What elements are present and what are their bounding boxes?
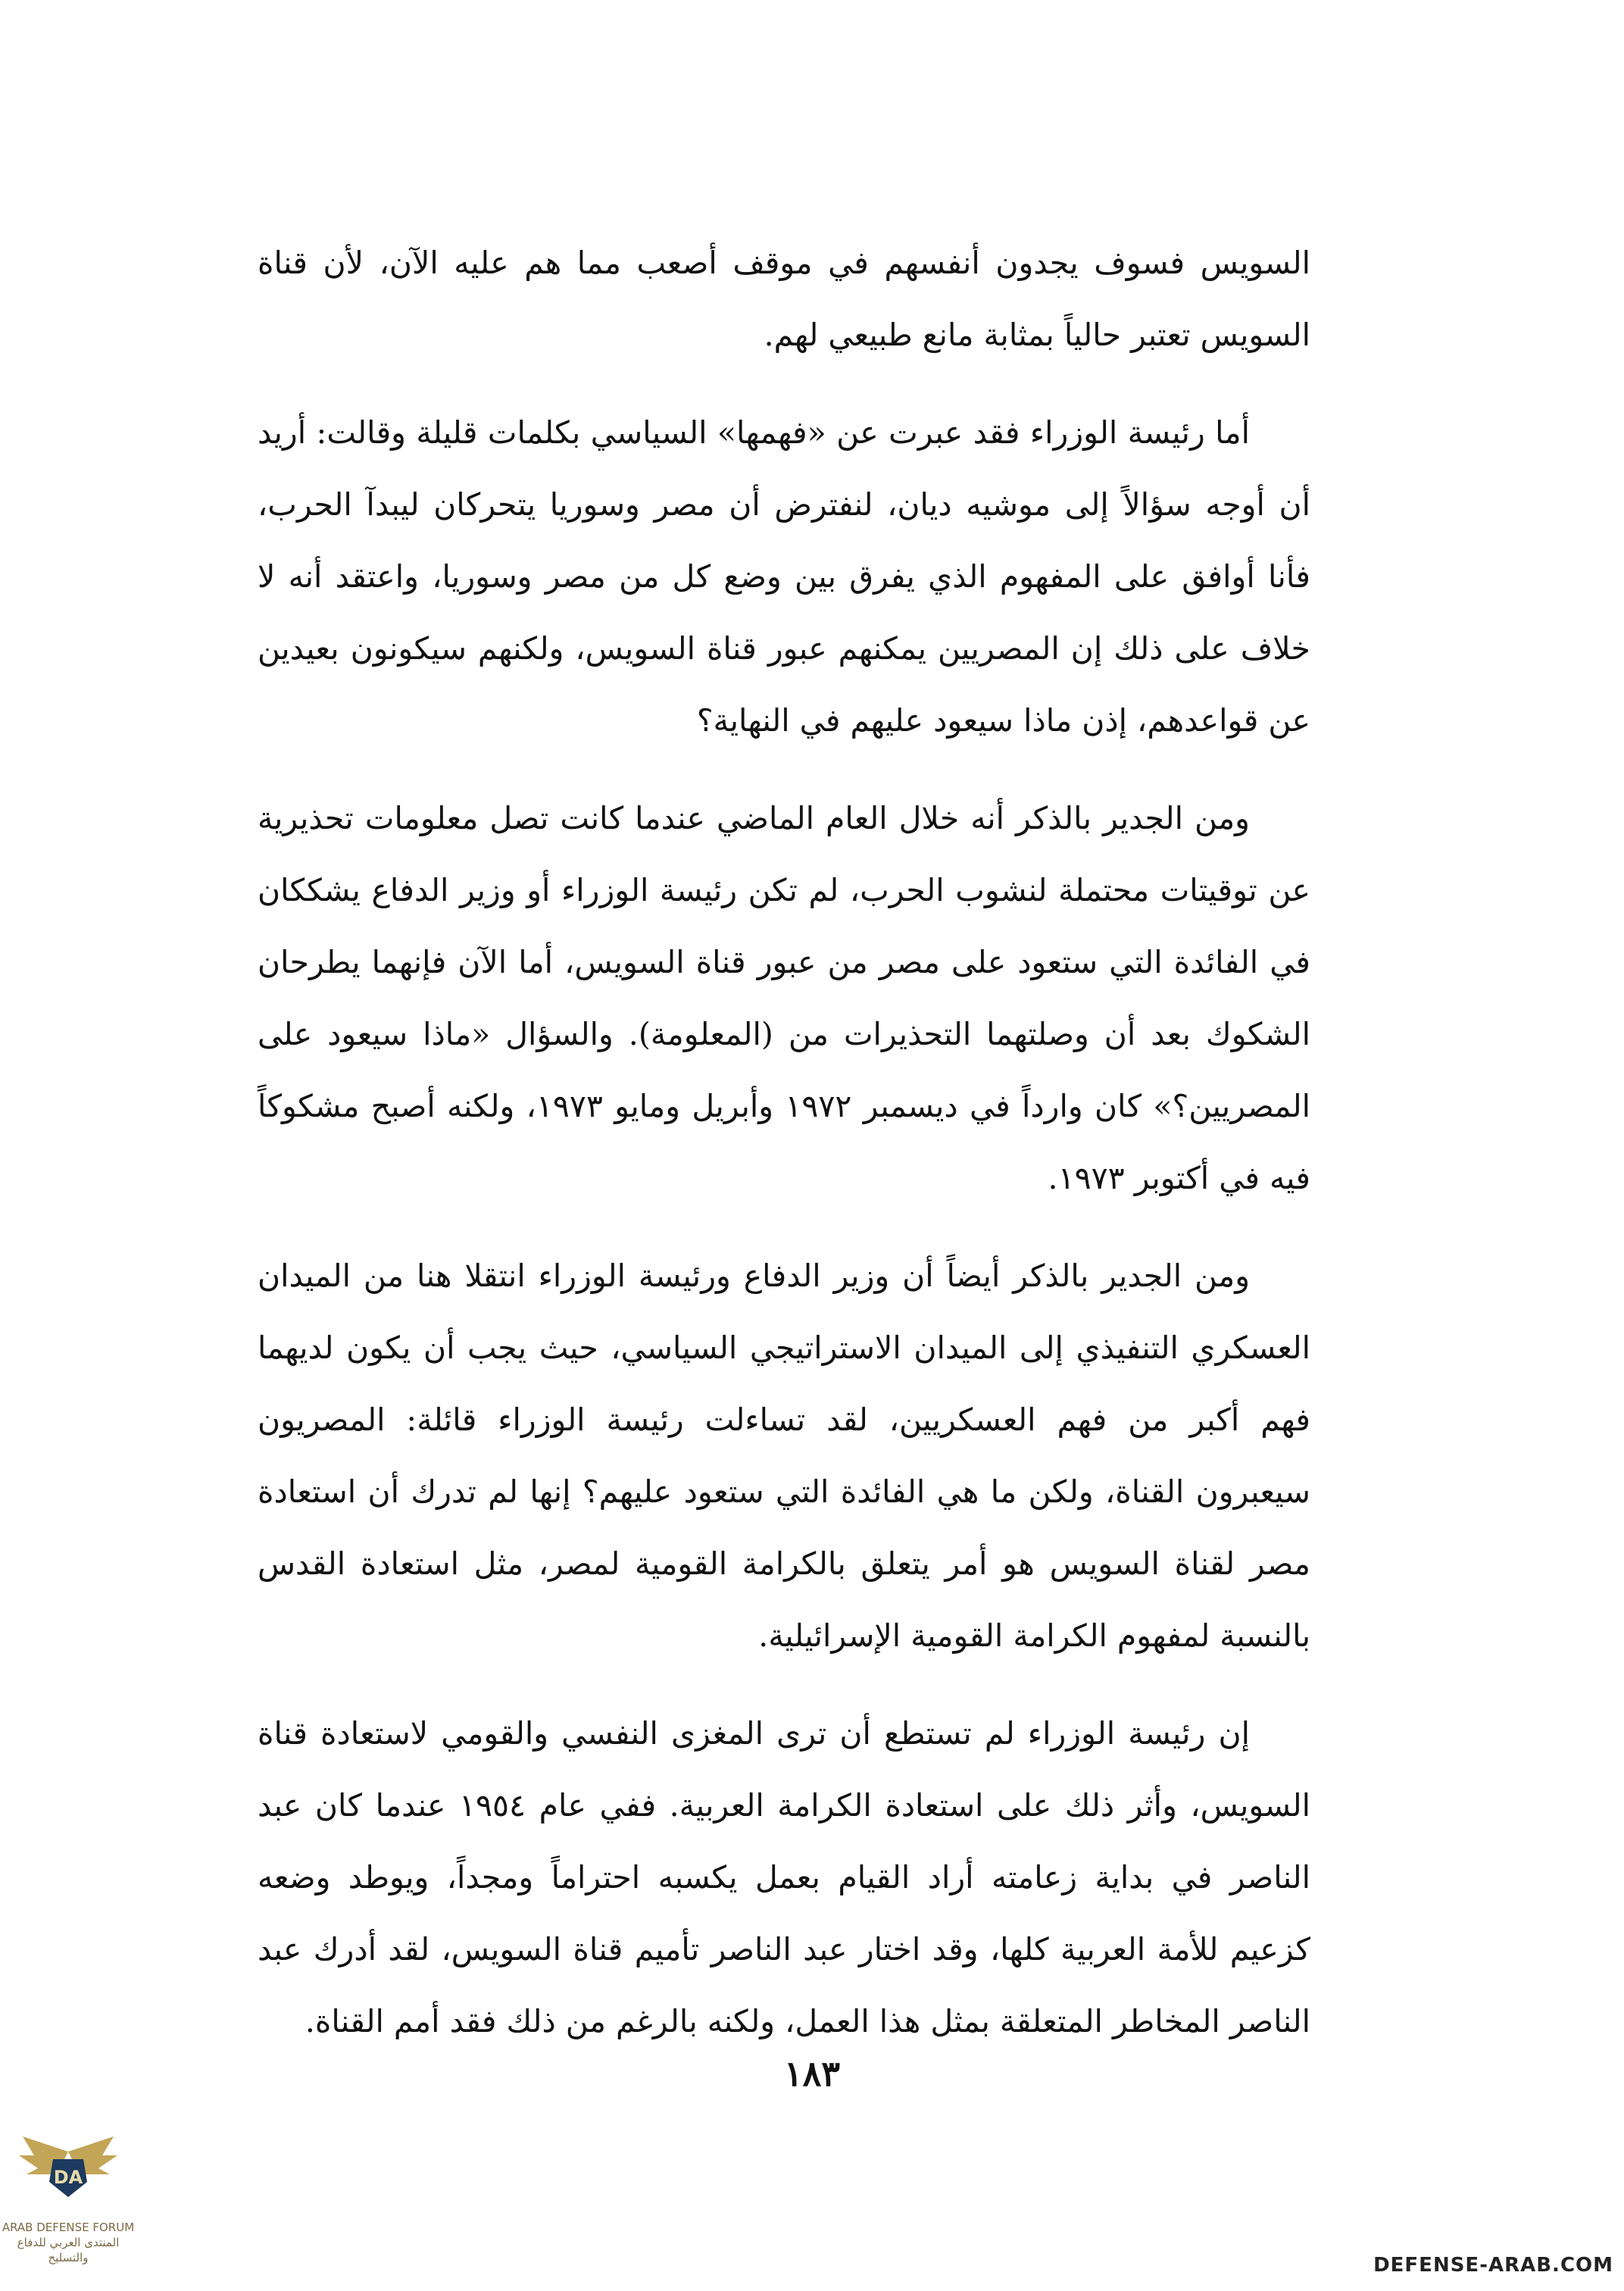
paragraph-1: السويس فسوف يجدون أنفسهم في موقف أصعب مما هم عليه الآن، لأن قناة السويس تعتبر حالياً بمثابة مانع طبيعي لهم. bbox=[258, 245, 1310, 353]
page-number: ١٨٣ bbox=[783, 2053, 841, 2094]
paragraph-2: أما رئيسة الوزراء فقد عبرت عن «فهمها» السياسي بكلمات قليلة وقالت: أريد أن أوجه سؤالاً إلى موشيه ديان، لنفترض أن مصر وسوريا يتحركان ليبدآ الحرب، فأنا أوافق على المفهوم الذي يفرق بين وضع كل من مصر وسوريا، واعتقد أنه لا خلاف على ذلك إن المصريين يمكنهم عبور قناة السويس، ولكنهم سيكونون بعيدين عن قواعدهم، إذن ماذا سيعود عليهم في النهاية؟ bbox=[258, 414, 1310, 739]
paragraph-4: ومن الجدير بالذكر أيضاً أن وزير الدفاع ورئيسة الوزراء انتقلا هنا من الميدان العسكري التنفيذي إلى الميدان الاستراتيجي السياسي، حيث يجب أن يكون لديهما فهم أكبر من فهم العسكريين، لقد تساءلت رئيسة الوزراء قائلة: المصريون سيعبرون القناة، ولكن ما هي الفائدة التي ستعود عليهم؟ إنها لم تدرك أن استعادة مصر لقناة السويس هو أمر يتعلق بالكرامة القومية لمصر، مثل استعادة القدس بالنسبة لمفهوم الكرامة القومية الإسرائيلية. bbox=[258, 1258, 1310, 1654]
logo-text: DA bbox=[53, 2167, 83, 2188]
site-url[interactable]: DEFENSE-ARAB.COM bbox=[1373, 2254, 1613, 2277]
paragraph-3: ومن الجدير بالذكر أنه خلال العام الماضي عندما كانت تصل معلومات تحذيرية عن توقيتات محتملة لنشوب الحرب، لم تكن رئيسة الوزراء أو وزير الدفاع يشككان في الفائدة التي ستعود على مصر من عبور قناة السويس، أما الآن فإنهما يطرحان الشكوك بعد أن وصلتهما التحذيرات من (المعلومة). والسؤال «ماذا سيعود على المصريين؟» كان وارداً في ديسمبر ١٩٧٢ وأبريل ومايو ١٩٧٣، ولكنه أصبح مشكوكاً فيه في أكتوبر ١٩٧٣. bbox=[258, 800, 1310, 1196]
logo-caption-ar: المنتدى العربي للدفاع والتسليح bbox=[17, 2236, 120, 2264]
paragraph-5: إن رئيسة الوزراء لم تستطع أن ترى المغزى النفسي والقومي لاستعادة قناة السويس، وأثر ذلك على استعادة الكرامة العربية. ففي عام ١٩٥٤ عندما كان عبد الناصر في بداية زعامته أراد القيام بعمل يكسبه احتراماً ومجداً، ويوطد وضعه كزعيم للأمة العربية كلها، وقد اختار عبد الناصر تأميم قناة السويس، لقد أدرك عبد الناصر المخاطر المتعلقة بمثل هذا العمل، ولكنه بالرغم من ذلك فقد أمم القناة. bbox=[258, 1715, 1310, 2039]
page-body bbox=[258, 227, 1310, 2083]
logo-caption bbox=[0, 2220, 136, 2265]
logo-caption-en: ARAB DEFENSE FORUM bbox=[2, 2221, 135, 2234]
